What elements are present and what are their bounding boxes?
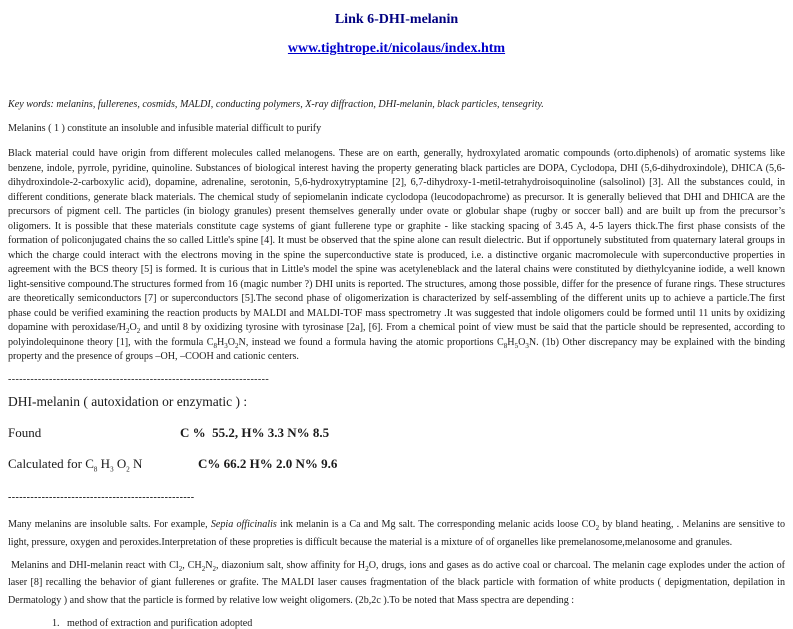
calculated-row xyxy=(8,456,785,472)
dashed-divider: ---------------------------------------------------------------------- xyxy=(8,373,270,385)
found-label: Found xyxy=(8,424,42,440)
list-item-text: method of extraction and purification adopted xyxy=(67,618,253,629)
main-paragraph: Black material could have origin from different molecules called melanogens. These are on earth, generally, hydroxylated aromatic compounds (orto.diphenols) of aromatic systems like benzene, indole, pyrrole, pyridine, quinoline. Substances of biological interest having the property generating black particles are DOPA, Cyclodopa, DHI (5,6-dihydroxindole), DHICA (5,6-dihydroxindole-2-carboxylic acid), dopamine, adrenaline, serotonin, 5,6-hydroxytryptamine [2], 6,7-dihydroxy-1-metil-tetrahydroisoquinoline (salsolinol) [3]. All the substances could, in different conditions, generate black materials. The chemical study of sepiomelanin indicate cyclodopa (leucodopachrome) as precursor. It is generally believed that DHI and DHICA are the precursors of pigment cell. The particles (in biology granules) present themselves generally under ovate or globular shape (rugby or soccer ball) and are built up from the precursor’s oligomers. It is possible that these materials constitute cage systems of giant fullerene type or graphite - like stacking spacing of 3.45 A, 4-5 layers thick.The first phase consists of the formation of policonjugated chains the so called Little's spine [4]. It must be observed that the spine alone can result dielectric. But if opportunely substituted from quaternary lateral groups in which the charge could interact with the electrons moving in the spine the superconductive state is produced, i.e. a distinctive organic macromolecule with superconductive properties in agreement with the BCS theory [5] is formed. It is curious that in Little's model the spine was acetyleneblack and the lateral chains were constituted by diethylcyanine iodide, a well known light-sensitive compound.The structures formed from 16 (magic number ?) DHI units is reported. The structures, among those possible, differ for the presence of furane rings. These structures are theoretically semiconductors [7] or superconductors [5].The second phase of oligomerization is characterized by self-assembling of the different units up to achieve a particle.The first phase could be verified examining the reaction products by MALDI and MALDI-TOF mass spectrometry .It was suggested that indole oligomers could be formed until 11 units by oxidizing dopamine with peroxidase/$H_2O_2$ and until 8 by oxidizing tyrosine with tyrosinase [2a], [6]. From a chemical point of view must be said that the particle should be represented, according to polyindolequinone theory [1], with the formula $C_8H_3O_2N$, instead we found a formula having the atomic proportions $C_8H_5O_3N$. (1b) Other discrepancy may be explained with the binding property and the presence of groups –OH, –COOH and cationic centers. xyxy=(8,148,785,362)
react-paragraph: Melanins and DHI-melanin react with $Cl_2$, $CH_2N_2$, diazonium salt, show affinity for $H_2O$, drugs, ions and gases as do active coal or charcoal. The melanin cage explodes under the action of laser [8] recalling the behavior of giant fullerenes or grafite. The MALDI laser causes fragmentation of the black particle with formation of white products ( depigmentation, depilation in Dermatology ) and show that the particle is formed by relative low weight oligomers. (2b,2c ).To be noted that Mass spectra are depending : xyxy=(8,559,786,606)
keywords-line: Key words: melanins, fullerenes, cosmids, MALDI, conducting polymers, X-ray diffraction, DHI-melanin, black particles, tensegrity. xyxy=(8,99,544,110)
section-heading: DHI-melanin ( autoxidation or enzymatic ) : xyxy=(8,393,248,409)
found-value: C % 55.2, H% 3.3 N% 8.5 xyxy=(180,424,330,440)
link-line xyxy=(8,41,785,57)
notes-list xyxy=(8,618,785,629)
salts-paragraph: Many melanins are insoluble salts. For example, Sepia officinalis ink melanin is a Ca and Mg salt. The corresponding melanic acids loose $CO_2$ by bland heating, . Melanins are sensitive to light, pressure, oxygen and peroxides.Interpretation of these propreties is difficult because the material is a mixture of of organelles like premelanosome,melanosome and granules. xyxy=(8,518,785,548)
page-title: Link 6-DHI-melanin xyxy=(334,12,459,27)
found-row xyxy=(8,425,785,441)
list-item xyxy=(52,618,785,629)
calculated-label: Calculated for $C_8$ $H_3$ $O_2$ N xyxy=(8,455,143,474)
intro-paragraph: Melanins ( 1 ) constitute an insoluble and infusible material difficult to purify xyxy=(8,123,322,134)
dashed-divider-bold: -------------------------------------------------- xyxy=(8,491,195,503)
site-link[interactable]: www.tightrope.it/nicolaus/index.htm xyxy=(287,41,506,56)
calculated-value: C% 66.2 H% 2.0 N% 9.6 xyxy=(198,455,338,471)
list-item-number: 1. xyxy=(52,618,60,629)
